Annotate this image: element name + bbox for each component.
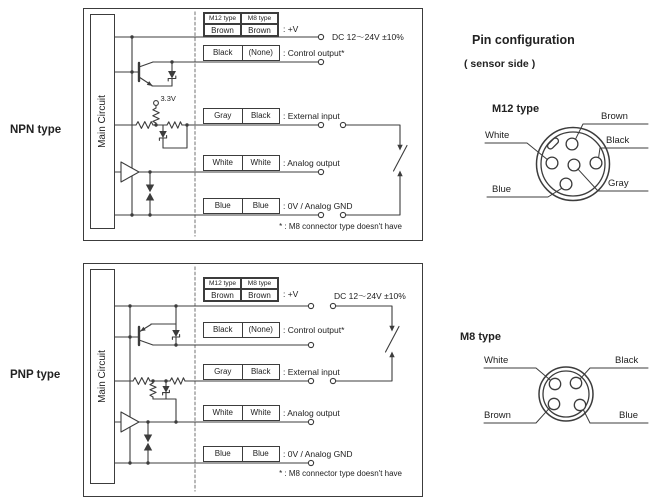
npn-control-m8-wire: (None) [242, 46, 280, 60]
npn-control-label: : Control output* [283, 48, 345, 58]
npn-extinput-m8-wire: Black [242, 109, 280, 123]
pnp-vplus-label: : +V [283, 288, 299, 299]
npn-0v-wire-box [203, 198, 280, 214]
pin-config-subtitle: ( sensor side ) [464, 58, 536, 70]
m12-pin-right [590, 157, 602, 169]
pnp-vplus-m12-wire: Brown [204, 289, 241, 301]
npn-extinput-wire-box [203, 108, 280, 124]
npn-0v-m8-wire: Blue [242, 199, 280, 213]
npn-main-circuit-box [90, 14, 115, 229]
pnp-analog-m12-wire: White [212, 408, 233, 418]
pnp-control-m8-wire: (None) [242, 323, 280, 337]
npn-extinput-m12-wire: Gray [214, 111, 232, 121]
pnp-control-label: : Control output* [283, 325, 345, 335]
m12-pin-label-white: White [485, 130, 510, 141]
npn-analog-wire-box [203, 155, 280, 171]
pnp-section-title: PNP type [10, 369, 61, 381]
pnp-0v-m8-wire: Blue [242, 447, 280, 461]
m8-pin-bottom-right [574, 399, 585, 410]
pnp-header-m8: M8 type [241, 278, 278, 289]
pnp-extinput-wire-box [203, 364, 280, 380]
m8-pin-label-brown: Brown [484, 410, 511, 421]
m12-pin-label-brown: Brown [601, 111, 628, 122]
pnp-connector-table [203, 277, 279, 302]
npn-0v-m12-wire: Blue [214, 201, 231, 211]
npn-extinput-label: : External input [283, 111, 340, 121]
pnp-0v-wire-box [203, 446, 280, 462]
m12-keyway [546, 137, 559, 150]
npn-vplus-m12-wire: Brown [204, 24, 241, 36]
pnp-control-m12-wire: Black [212, 325, 233, 335]
pnp-extinput-m8-wire: Black [242, 365, 280, 379]
m12-pin-label-blue: Blue [492, 184, 512, 195]
pnp-analog-m8-wire: White [242, 406, 280, 420]
npn-connector-table [203, 12, 279, 37]
pnp-main-circuit-box [90, 269, 115, 484]
pnp-extinput-label: : External input [283, 367, 340, 377]
pnp-main-circuit-label: Main Circuit [97, 350, 109, 403]
npn-control-wire-box [203, 45, 280, 61]
pnp-control-wire-box [203, 322, 280, 338]
pnp-vplus-m8-wire: Brown [241, 289, 278, 301]
m12-pin-label-gray: Gray [608, 178, 629, 189]
npn-header-m12: M12 type [204, 13, 241, 24]
pnp-analog-wire-box [203, 405, 280, 421]
npn-control-m12-wire: Black [212, 48, 233, 58]
m8-pin-label-blue: Blue [619, 410, 639, 421]
pnp-analog-label: : Analog output [283, 408, 340, 418]
m8-pin-label-black: Black [615, 355, 639, 366]
m8-pin-top-left [549, 378, 560, 389]
npn-vref-label: 3.3V [160, 94, 176, 103]
npn-footnote: * : M8 connector type doesn't have [279, 222, 402, 231]
npn-section-title: NPN type [10, 124, 62, 136]
m12-pin-left [546, 157, 558, 169]
pnp-footnote: * : M8 connector type doesn't have [279, 469, 402, 478]
npn-vplus-m8-wire: Brown [241, 24, 278, 36]
npn-0v-label: : 0V / Analog GND [283, 201, 353, 211]
npn-analog-m12-wire: White [212, 158, 233, 168]
pnp-extinput-m12-wire: Gray [214, 367, 232, 377]
pnp-supply-voltage: DC 12～24V ±10% [334, 290, 406, 301]
pnp-header-m12: M12 type [204, 278, 241, 289]
pnp-0v-label: : 0V / Analog GND [283, 449, 353, 459]
m12-type-label: M12 type [492, 103, 540, 115]
npn-vplus-label: : +V [283, 23, 299, 34]
m8-type-label: M8 type [460, 331, 501, 343]
m12-pin-label-black: Black [606, 135, 630, 146]
pin-config-title: Pin configuration [472, 33, 575, 47]
npn-supply-voltage: DC 12～24V ±10% [332, 31, 404, 42]
m8-pin-label-white: White [484, 355, 509, 366]
pnp-0v-m12-wire: Blue [214, 449, 231, 459]
npn-header-m8: M8 type [241, 13, 278, 24]
m12-pin-top [566, 138, 578, 150]
npn-main-circuit-label: Main Circuit [97, 95, 109, 148]
npn-analog-label: : Analog output [283, 158, 340, 168]
npn-analog-m8-wire: White [242, 156, 280, 170]
